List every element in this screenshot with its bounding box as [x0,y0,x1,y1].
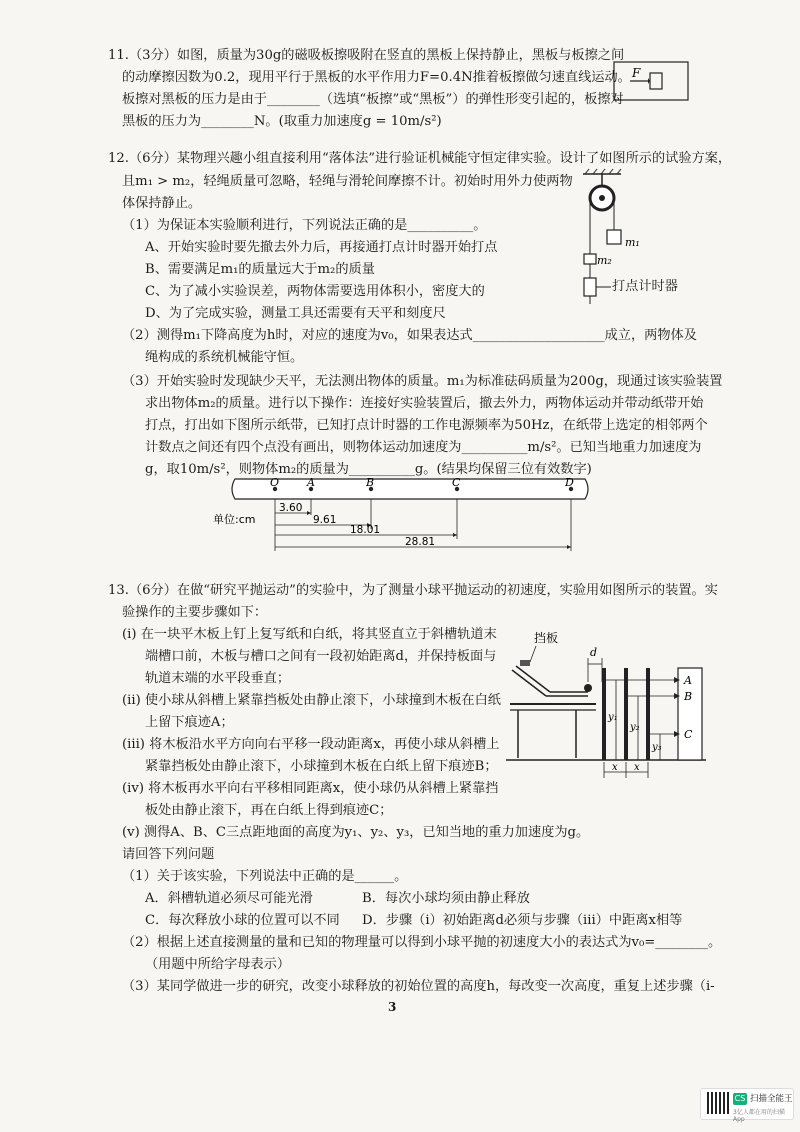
q12-tape-figure [205,473,605,555]
scanner-watermark [700,1088,794,1123]
page-number: 3 [388,1000,397,1014]
baffle-label: 挡板 [534,631,559,645]
q12-sub3-l3: 打点，打出如下图所示纸带，已知打点计时器的工作电源频率为50Hz，在纸带上选定的相邻两个 [145,418,708,433]
q12-sub3-l4: 计数点之间还有四个点没有画出，则物体运动加速度为__________m/s²。已知当地重力加速度为 [145,440,702,455]
q13-step1-c: 轨道末端的水平段垂直； [145,671,291,686]
q11-line2: 的动摩擦因数为0.2，现用平行于黑板的水平作用力F=0.4N推着板擦做匀速直线运动。 [122,70,631,85]
q12-option-a: A、开始实验时要先撤去外力后，再接通打点计时器开始打点 [145,240,498,255]
q13-apparatus-figure [506,628,706,782]
q11-eraser-figure [612,60,692,104]
q13-ask: 请回答下列问题 [122,847,215,862]
y3-label: y₃ [652,742,662,753]
q13-step4-b: 板处由静止滚下，再在白纸上得到痕迹C； [145,803,393,818]
q13-option-d: D．步骤（i）初始距离d必须与步骤（iii）中距离x相等 [362,913,683,928]
mark-a-label: A [684,674,692,687]
qr-code-icon [707,1092,729,1114]
tape-label-o: O [270,476,280,489]
q12-sub2: （2）测得m₁下降高度为h时，对应的速度为v₀，如果表达式____________________成立，两物体及 [122,328,697,343]
q12-sub1: （1）为保证本实验顺利进行，下列说法正确的是__________。 [122,218,487,233]
mark-b-label: B [684,690,693,703]
y2-label: y₂ [630,722,640,733]
tape-label-d: D [565,476,574,489]
q13-step1-b: 端槽口前，木板与槽口之间有一段初始距离d，并保持板面与 [145,649,497,664]
x-label-2: x [634,762,640,773]
x-label-1: x [612,762,618,773]
tape-label-b: B [366,476,375,489]
m2-label: m₂ [597,254,612,267]
q12-sub3-l1: （3）开始实验时发现缺少天平，无法测出物体的质量。m₁为标准砝码质量为200g，现通过该实验装置 [122,374,723,389]
q13-sub3: （3）某同学做进一步的研究，改变小球释放的初始位置的高度h，每改变一次高度，重复上述步骤（i- [122,979,715,994]
timer-label: 打点计时器 [612,279,678,294]
tape-dist-oc: 18.01 [350,524,381,536]
q13-sub2: （2）根据上述直接测量的量和已知的物理量可以得到小球平抛的初速度大小的表达式为v₀=________。 [122,935,722,950]
q13-step1-a: (i) 在一块平木板上钉上复写纸和白纸，将其竖直立于斜槽轨道末 [122,627,497,642]
q12-option-d: D、为了完成实验，测量工具还需要有天平和刻度尺 [145,306,446,321]
q12-option-c: C、为了减小实验误差，两物体需要选用体积小，密度大的 [145,284,485,299]
q12-line1: 12.（6分）某物理兴趣小组直接利用“落体法”进行验证机械能守恒定律实验。设计了如图所示的试验方案， [108,151,732,166]
cs-logo-icon: CS [734,1094,746,1103]
force-label: F [632,66,641,80]
q13-step2-b: 上留下痕迹A； [145,715,234,730]
q12-sub3-l5: g，取10m/s²，则物体m₂的质量为__________g。(结果均保留三位有效数字) [145,462,592,477]
tape-dist-oa: 3.60 [279,502,303,514]
m1-label: m₁ [625,236,640,249]
q11-line1: 11.（3分）如图，质量为30g的磁吸板擦吸附在竖直的黑板上保持静止，黑板与板擦之间 [108,48,625,63]
q11-line3: 板擦对黑板的压力是由于________（选填“板擦”或“黑板”）的弹性形变引起的，板擦对 [122,92,624,107]
q12-line2: 且m₁ > m₂，轻绳质量可忽略，轻绳与滑轮间摩擦不计。初始时用外力使两物 [122,174,573,189]
q12-sub3-l2: 求出物体m₂的质量。进行以下操作：连接好实验装置后，撤去外力，两物体运动并带动纸带开始 [145,396,704,411]
tape-unit: 单位:cm [213,513,256,526]
q13-step4-a: (iv) 将木板再水平向右平移相同距离x，使小球仍从斜槽上紧靠挡 [122,781,499,796]
q13-sub2-note: （用题中所给字母表示） [145,957,291,972]
q13-line2: 验操作的主要步骤如下： [122,605,268,620]
q13-sub1: （1）关于该实验，下列说法中正确的是______。 [122,869,408,884]
q11-line4: 黑板的压力为________N。(取重力加速度g = 10m/s²) [122,114,442,129]
q13-step5: (v) 测得A、B、C三点距地面的高度为y₁、y₂、y₃，已知当地的重力加速度为g。 [122,825,590,840]
tape-dist-od: 28.81 [405,536,436,548]
tape-label-c: C [452,476,461,489]
d-label: d [590,646,598,659]
watermark-sub: 3亿人都在用的扫描App [733,1109,785,1123]
q13-option-b: B．每次小球均须由静止释放 [362,891,530,906]
q13-option-c: C．每次释放小球的位置可以不同 [145,913,340,928]
tape-dist-ob: 9.61 [313,514,337,526]
tape-label-a: A [307,476,315,489]
q12-line3: 体保持静止。 [122,196,202,211]
y1-label: y₁ [608,712,618,723]
watermark-brand: 扫描全能王 [750,1094,793,1104]
q12-option-b: B、需要满足m₁的质量远大于m₂的质量 [145,262,375,277]
q13-step3-a: (iii) 将木板沿水平方向向右平移一段动距离x，再使小球从斜槽上 [122,737,500,752]
q12-sub2-cont: 绳构成的系统机械能守恒。 [145,350,304,365]
mark-c-label: C [684,728,693,741]
q13-step2-a: (ii) 使小球从斜槽上紧靠挡板处由静止滚下，小球撞到木板在白纸 [122,693,501,708]
q13-line1: 13.（6分）在做“研究平抛运动”的实验中，为了测量小球平抛运动的初速度，实验用如图所示的装置。实 [108,583,718,598]
q13-step3-b: 紧靠挡板处由静止滚下，小球撞到木板在白纸上留下痕迹B； [145,759,498,774]
q13-option-a: A．斜槽轨道必须尽可能光滑 [145,891,313,906]
